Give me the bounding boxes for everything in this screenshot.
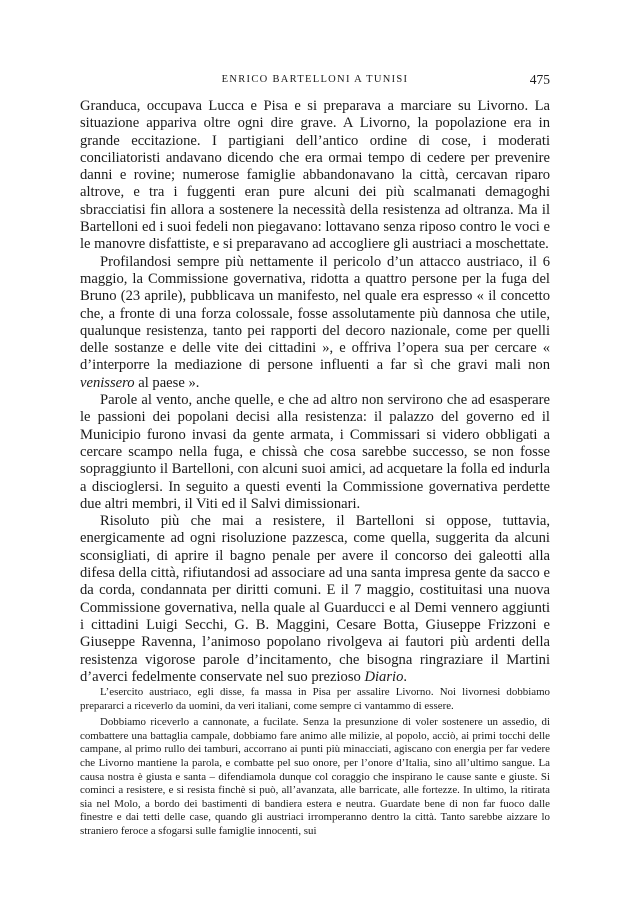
paragraph-4-text: Risoluto più che mai a resistere, il Bartelloni si oppose, tuttavia, energicamente ad ogni risoluzione pazzesca, come quella, suggerita da alcuni sconsigliati, di aprire il bagno penale per avere il concorso dei galeotti alla difesa della città, rifiutandosi ad associare ad una santa impresa gente da sacco e da corda, condannata per diritti comuni. E il 7 maggio, costituitasi una nuova Commissione governativa, nella quale al Guarducci e al Demi vennero aggiunti i cittadini Luigi Secchi, G. B. Maggini, Cesare Botta, Giuseppe Frizzoni e Giuseppe Ravenna, l’animoso popolano rivolgeva ai fautori più ardenti della resistenza vigorose parole d’incitamento, che bisogna ringraziare il Martini d’averci fedelmente conservate nel suo prezioso xyxy=(80,513,550,685)
paragraph-1: Granduca, occupava Lucca e Pisa e si preparava a marciare su Livorno. La situazione appariva oltre ogni dire grave. A Livorno, la popolazione era in grande eccitazione. I partigiani dell’antico ordine di cose, i moderati conciliatoristi andavano dicendo che era ormai tempo di cedere per prevenire danni e rovine; numerose famiglie abbandonavano la città, cercavan riparo altrove, e tra i fuggenti eran pure alcuni dei più scalmanati demagoghi sbracciatisi fin allora a sostenere la necessità della resistenza ad oltranza. Ma il Bartelloni ed i suoi fedeli non piegavano: lottavano senza riposo contro le voci e le manovre disfattiste, e si preparavano ad accogliere gli austriaci a moschettate. xyxy=(80,98,550,253)
paragraph-2 xyxy=(80,254,550,392)
main-text xyxy=(80,98,550,686)
paragraph-2-text: Profilandosi sempre più nettamente il pericolo d’un attacco austriaco, il 6 maggio, la Commissione governativa, ridotta a quattro persone per la fuga del Bruno (23 aprile), pubblicava un manifesto, nel quale era espresso « il concetto che, a fronte di una forza colossale, fosse assolutamente più dannosa che utile, qualunque resistenza, tanto pei rapporti del decoro nazionale, come per quelli delle sostanze e delle vite dei cittadini », e offriva l’opera sua per cercare « d’interporre la mediazione di persone influenti a far sì che gravi mali non xyxy=(80,253,550,374)
paragraph-4 xyxy=(80,513,550,686)
footnotes xyxy=(80,686,550,842)
paragraph-2-end: al paese ». xyxy=(134,374,200,391)
italic-title-diario: Diario xyxy=(364,668,404,685)
footnote-paragraph-1: L’esercito austriaco, egli disse, fa massa in Pisa per assalire Livorno. Noi livornesi dobbiamo prepararci a riceverlo da uomini, da veri italiani, come sempre ci vantammo di essere. xyxy=(80,686,550,712)
italic-word-venissero: venissero xyxy=(80,374,135,391)
paragraph-3: Parole al vento, anche quelle, e che ad altro non servirono che ad esasperare le passioni dei popolani decisi alla resistenza: il palazzo del governo ed il Municipio furono invasi da gente armata, i Commissari si videro obbligati a cercare scampo nella fuga, e chissà che cosa sarebbe successo, se non fosse sopraggiunto il Bartelloni, con alcuni suoi amici, ad acquetare la folla ed indurla a discioglersi. In seguito a questi eventi la Commissione governativa perdette due altri membri, il Viti ed il Salvi dimissionari. xyxy=(80,392,550,512)
running-title: ENRICO BARTELLONI A TUNISI xyxy=(221,74,409,85)
page-number: 475 xyxy=(529,72,550,87)
footnote-paragraph-2: Dobbiamo riceverlo a cannonate, a fucilate. Senza la presunzione di voler sostenere un assedio, di combattere una battaglia campale, dobbiamo fare animo alle milizie, al popolo, acciò, ai primi tocchi delle campane, al primo rullo dei tamburi, accorrano ai punti più minacciati, agiscano con energia per far vedere che Livorno mantiene la parola, e combatte pel suo onore, per l’onore d’Italia, sino all’ultimo sangue. La causa nostra è giusta e santa – difendiamola dunque col coraggio che inspirano le cause sante e giuste. Si cominci a resistere, e si resista finchè si può, all’avanzata, alle barricate, alle fortezze. In ultimo, la ritirata sia nel Molo, a bordo dei bastimenti di bandiera estera e neutra. Guardate bene di non far fuoco dalle finestre e dai tetti delle case, quando gli austriaci irromperanno dentro la città. Tanto sarebbe aizzare lo straniero feroce a sfogarsi sulle famiglie innocenti, sui xyxy=(80,716,550,837)
page-header xyxy=(80,72,550,90)
paragraph-4-end: . xyxy=(403,668,408,685)
